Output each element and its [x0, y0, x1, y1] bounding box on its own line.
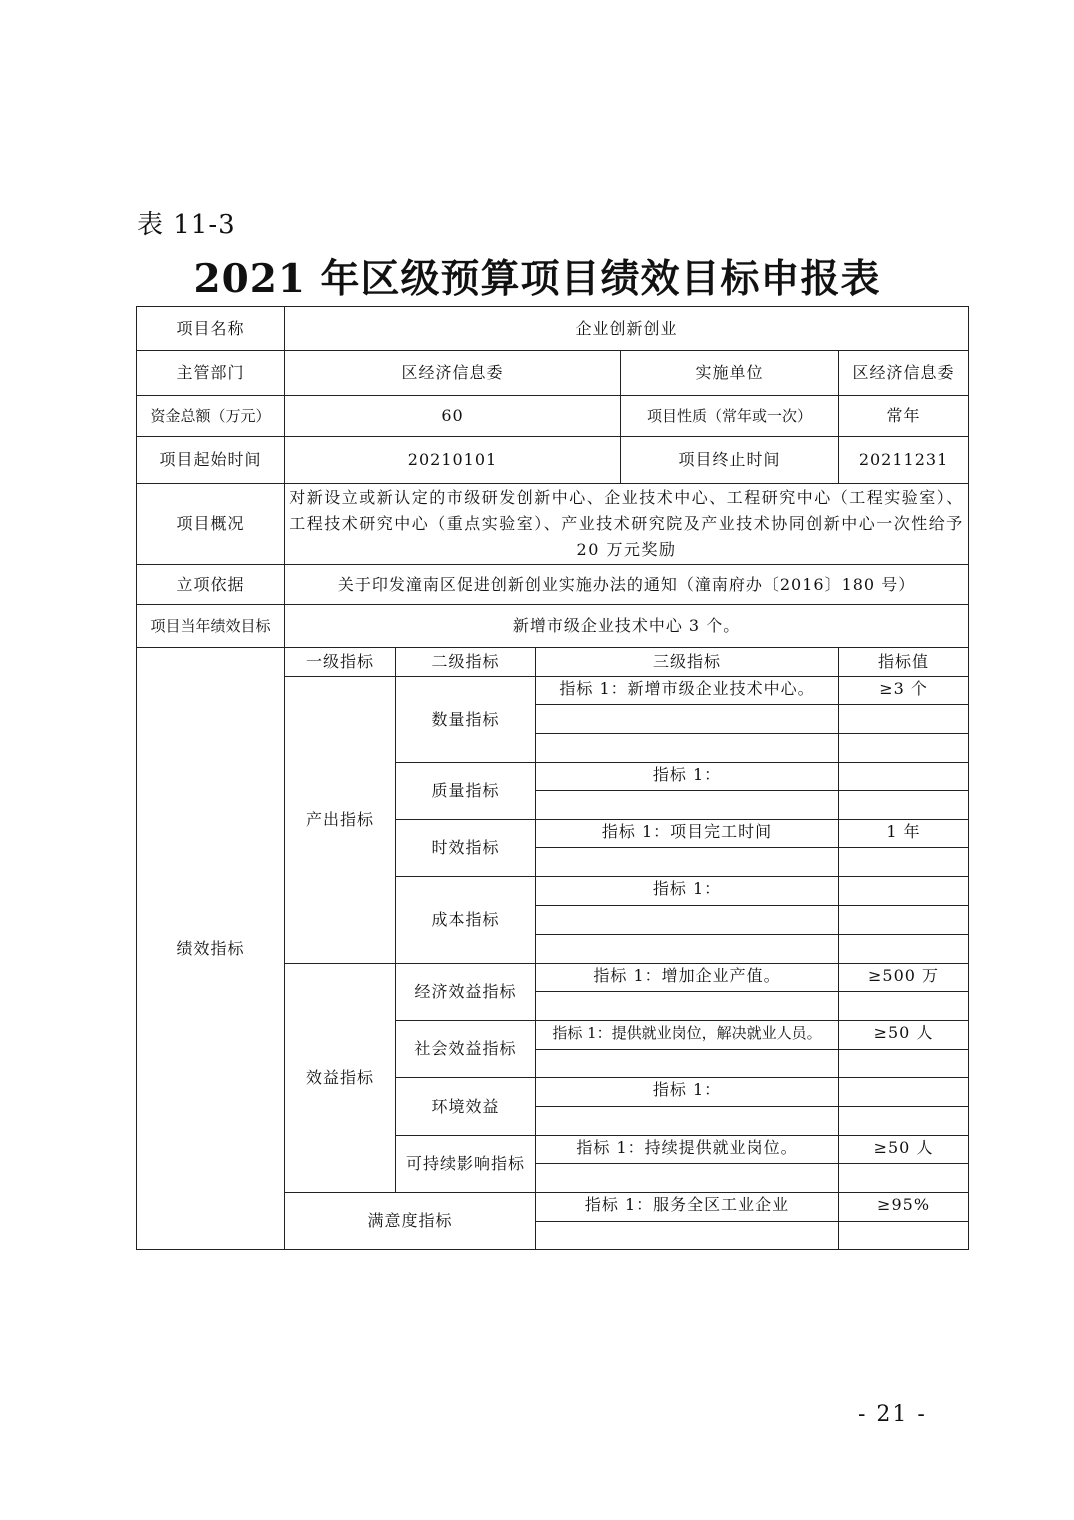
header-level3: 三级指标 [536, 648, 839, 677]
empty-cell [839, 1107, 969, 1136]
sustainability-item-1: 指标 1：持续提供就业岗位。 [536, 1136, 839, 1164]
empty-cell [839, 1222, 969, 1250]
table-number: 表 11-3 [137, 210, 236, 240]
timeliness-value-1: 1 年 [839, 820, 969, 848]
timeliness-item-1: 指标 1：项目完工时间 [536, 820, 839, 848]
project-name-value: 企业创新创业 [285, 307, 969, 351]
empty-cell [839, 906, 969, 935]
quality-item-1: 指标 1： [536, 763, 839, 791]
header-level1: 一级指标 [285, 648, 396, 677]
environment-benefit-label: 环境效益 [396, 1078, 536, 1136]
page-number: - 21 - [858, 1402, 927, 1427]
satisfaction-indicator-label: 满意度指标 [285, 1193, 536, 1250]
end-time-value: 20211231 [839, 437, 969, 484]
document-title: 2021 年区级预算项目绩效目标申报表 [193, 256, 881, 302]
empty-cell [839, 992, 969, 1021]
social-item-1: 指标 1：提供就业岗位，解决就业人员。 [536, 1021, 839, 1050]
empty-cell [536, 1164, 839, 1193]
end-time-label: 项目终止时间 [621, 437, 839, 484]
sustainability-label: 可持续影响指标 [396, 1136, 536, 1193]
basis-label: 立项依据 [137, 565, 285, 605]
empty-cell [536, 1107, 839, 1136]
empty-cell [839, 705, 969, 734]
empty-cell [536, 906, 839, 935]
overview-label: 项目概况 [137, 484, 285, 565]
timeliness-indicator-label: 时效指标 [396, 820, 536, 877]
nature-label: 项目性质（常年或一次） [621, 396, 839, 437]
project-name-label: 项目名称 [137, 307, 285, 351]
empty-cell [536, 734, 839, 763]
empty-cell [839, 935, 969, 964]
performance-target-table [136, 306, 969, 1250]
empty-cell [536, 848, 839, 877]
empty-cell [839, 734, 969, 763]
cost-item-1: 指标 1： [536, 877, 839, 906]
quality-indicator-label: 质量指标 [396, 763, 536, 820]
quantity-value-1: ≥3 个 [839, 677, 969, 705]
header-value: 指标值 [839, 648, 969, 677]
benefit-indicator-label: 效益指标 [285, 964, 396, 1193]
sustainability-value-1: ≥50 人 [839, 1136, 969, 1164]
economic-item-1: 指标 1：增加企业产值。 [536, 964, 839, 992]
annual-goal-label: 项目当年绩效目标 [137, 605, 285, 648]
empty-cell [839, 1050, 969, 1078]
impl-unit-label: 实施单位 [621, 351, 839, 396]
empty-cell [536, 1050, 839, 1078]
empty-cell [839, 791, 969, 820]
empty-cell [839, 848, 969, 877]
empty-cell [536, 791, 839, 820]
empty-cell [536, 935, 839, 964]
environment-value-1 [839, 1078, 969, 1107]
satisfaction-item-1: 指标 1：服务全区工业企业 [536, 1193, 839, 1222]
fund-label: 资金总额（万元） [137, 396, 285, 437]
dept-value: 区经济信息委 [285, 351, 621, 396]
start-time-value: 20210101 [285, 437, 621, 484]
empty-cell [536, 1222, 839, 1250]
overview-value: 对新设立或新认定的市级研发创新中心、企业技术中心、工程研究中心（工程实验室）、工程技术研究中心（重点实验室）、产业技术研究院及产业技术协同创新中心一次性给予 20 万元奖励 [285, 484, 969, 565]
quantity-indicator-label: 数量指标 [396, 677, 536, 763]
social-value-1: ≥50 人 [839, 1021, 969, 1050]
dept-label: 主管部门 [137, 351, 285, 396]
output-indicator-label: 产出指标 [285, 677, 396, 964]
basis-value: 关于印发潼南区促进创新创业实施办法的通知（潼南府办〔2016〕180 号） [285, 565, 969, 605]
fund-value: 60 [285, 396, 621, 437]
empty-cell [839, 1164, 969, 1193]
quality-value-1 [839, 763, 969, 791]
start-time-label: 项目起始时间 [137, 437, 285, 484]
economic-benefit-label: 经济效益指标 [396, 964, 536, 1021]
header-level2: 二级指标 [396, 648, 536, 677]
empty-cell [536, 992, 839, 1021]
empty-cell [536, 705, 839, 734]
social-benefit-label: 社会效益指标 [396, 1021, 536, 1078]
satisfaction-value-1: ≥95% [839, 1193, 969, 1222]
environment-item-1: 指标 1： [536, 1078, 839, 1107]
cost-value-1 [839, 877, 969, 906]
quantity-item-1: 指标 1：新增市级企业技术中心。 [536, 677, 839, 705]
performance-indicators-label: 绩效指标 [137, 648, 285, 1250]
nature-value: 常年 [839, 396, 969, 437]
annual-goal-value: 新增市级企业技术中心 3 个。 [285, 605, 969, 648]
impl-unit-value: 区经济信息委 [839, 351, 969, 396]
economic-value-1: ≥500 万 [839, 964, 969, 992]
cost-indicator-label: 成本指标 [396, 877, 536, 964]
